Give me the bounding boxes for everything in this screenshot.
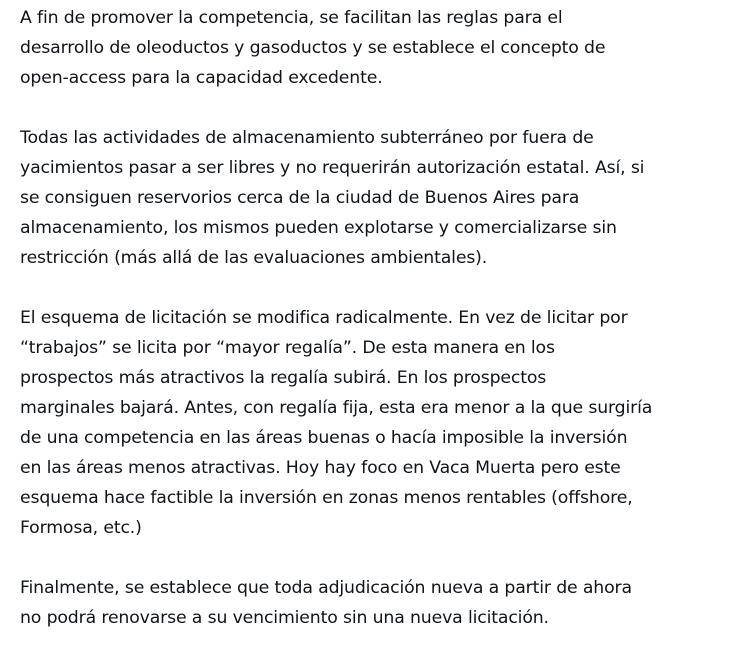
text-line: esquema hace factible la inversión en zonas menos rentables (offshore, [20,488,633,508]
text-line: prospectos más atractivos la regalía subirá. En los prospectos [20,368,547,388]
text-line: en las áreas menos atractivas. Hoy hay foco en Vaca Muerta pero este [20,458,621,478]
text-line: yacimientos pasar a ser libres y no requerirán autorización estatal. Así, si [20,158,645,178]
paragraph-bidding [20,303,732,543]
text-line: El esquema de licitación se modifica radicalmente. En vez de licitar por [20,308,628,328]
text-line: “trabajos” se licita por “mayor regalía”. De esta manera en los [20,338,555,358]
text-line: Finalmente, se establece que toda adjudicación nueva a partir de ahora [20,578,632,598]
text-line: desarrollo de oleoductos y gasoductos y se establece el concepto de [20,38,606,58]
text-line: se consiguen reservorios cerca de la ciudad de Buenos Aires para [20,188,580,208]
paragraph-storage [20,123,732,273]
paragraph-renewal [20,573,732,633]
text-line: no podrá renovarse a su vencimiento sin una nueva licitación. [20,608,549,628]
text-line: marginales bajará. Antes, con regalía fija, esta era menor a la que surgiría [20,398,653,418]
text-line: open-access para la capacidad excedente. [20,68,383,88]
text-line: Formosa, etc.) [20,518,142,538]
text-line: Todas las actividades de almacenamiento subterráneo por fuera de [20,128,594,148]
text-line: A fin de promover la competencia, se facilitan las reglas para el [20,8,563,28]
paragraph-open-access [20,3,732,93]
post-text [20,3,732,633]
text-line: restricción (más allá de las evaluaciones ambientales). [20,248,488,268]
text-line: almacenamiento, los mismos pueden explotarse y comercializarse sin [20,218,617,238]
text-line: de una competencia en las áreas buenas o hacía imposible la inversión [20,428,628,448]
